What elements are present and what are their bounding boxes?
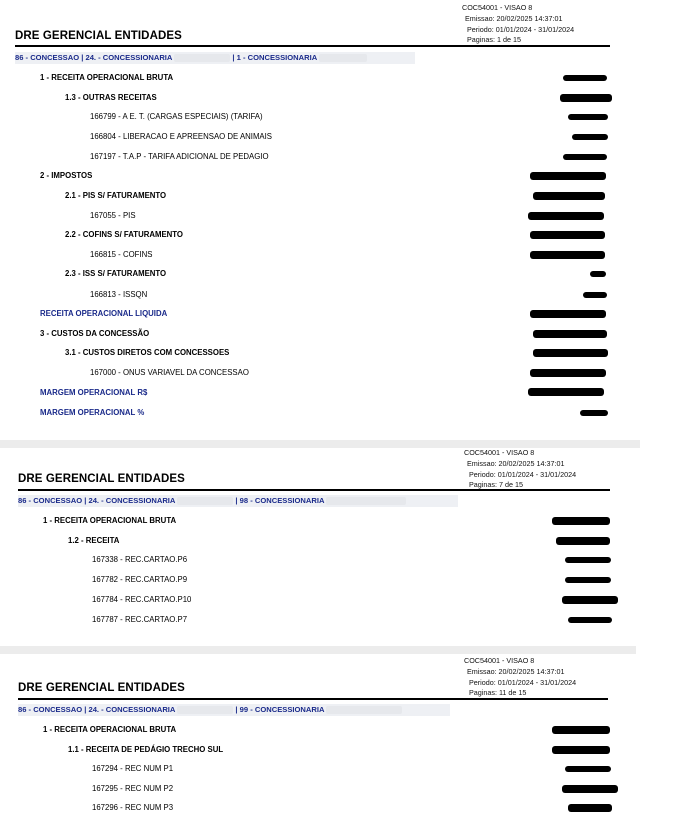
account-row: 166799 - A E. T. (CARGAS ESPECIAIS) (TARIFA) xyxy=(90,112,263,121)
redacted-value xyxy=(565,766,611,772)
account-row: 3 - CUSTOS DA CONCESSÃO xyxy=(40,329,150,338)
report-emissao: Emissao: 20/02/2025 14:37:01 xyxy=(467,458,565,468)
account-row: 167055 - PIS xyxy=(90,211,136,220)
page-divider xyxy=(0,440,640,448)
report-emissao: Emissao: 20/02/2025 14:37:01 xyxy=(467,666,565,676)
account-row: 167787 - REC.CARTAO.P7 xyxy=(92,615,188,624)
report-page-2 xyxy=(0,448,673,644)
redacted-value xyxy=(583,292,607,298)
account-row: 167295 - REC NUM P2 xyxy=(92,784,174,793)
redacted-value xyxy=(530,251,605,259)
redacted-value xyxy=(568,804,612,812)
entity-part-1: 86 - CONCESSAO | 24. - CONCESSIONARIA xyxy=(18,496,176,505)
redacted-value xyxy=(568,617,612,623)
account-row: 167000 - ONUS VARIAVEL DA CONCESSAO xyxy=(90,368,249,377)
page-divider xyxy=(0,646,636,654)
redacted-value xyxy=(552,517,610,525)
account-row: 166804 - LIBERACAO E APREENSAO DE ANIMAIS xyxy=(90,132,273,141)
entity-blurred-name xyxy=(319,54,367,62)
report-page-3 xyxy=(0,654,673,826)
report-emissao: Emissao: 20/02/2025 14:37:01 xyxy=(465,13,563,23)
report-title: DRE GERENCIAL ENTIDADES xyxy=(15,30,182,42)
account-row: 2 - IMPOSTOS xyxy=(40,171,93,180)
account-row: 1.3 - OUTRAS RECEITAS xyxy=(65,93,157,102)
redacted-value xyxy=(562,596,618,604)
entity-blurred-name xyxy=(174,54,230,62)
report-periodo: Periodo: 01/01/2024 - 31/01/2024 xyxy=(467,24,575,34)
entity-part-2: | 99 - CONCESSIONARIA xyxy=(235,705,325,714)
header-rule xyxy=(15,45,610,47)
account-row: 166813 - ISSQN xyxy=(90,290,148,299)
entity-part-2: | 98 - CONCESSIONARIA xyxy=(235,496,325,505)
redacted-value xyxy=(533,349,608,357)
redacted-value xyxy=(572,134,608,140)
redacted-value xyxy=(560,94,612,102)
account-row: 167296 - REC NUM P3 xyxy=(92,803,174,812)
redacted-value xyxy=(563,154,607,160)
account-row: 1.2 - RECEITA xyxy=(68,536,120,545)
redacted-value xyxy=(533,192,605,200)
account-row: 167782 - REC.CARTAO.P9 xyxy=(92,575,188,584)
account-row: 167294 - REC NUM P1 xyxy=(92,764,174,773)
redacted-value xyxy=(590,271,606,277)
entity-blurred-name xyxy=(177,706,233,714)
redacted-value xyxy=(580,410,608,416)
account-row: 166815 - COFINS xyxy=(90,250,153,259)
report-paginas: Paginas: 11 de 15 xyxy=(469,688,527,698)
report-code: COC54001 - VISAO 8 xyxy=(462,3,533,12)
report-title: DRE GERENCIAL ENTIDADES xyxy=(18,682,185,694)
redacted-value xyxy=(565,577,611,583)
account-row: 2.2 - COFINS S/ FATURAMENTO xyxy=(65,230,183,239)
redacted-value xyxy=(530,231,605,239)
redacted-value xyxy=(528,212,604,220)
redacted-value xyxy=(565,557,611,563)
entity-blurred-name xyxy=(326,706,402,714)
redacted-value xyxy=(530,310,606,318)
account-row: 1 - RECEITA OPERACIONAL BRUTA xyxy=(43,516,177,525)
report-title: DRE GERENCIAL ENTIDADES xyxy=(18,473,185,485)
account-row: 1.1 - RECEITA DE PEDÁGIO TRECHO SUL xyxy=(68,745,224,754)
redacted-value xyxy=(530,369,606,377)
report-paginas: Paginas: 1 de 15 xyxy=(467,35,521,45)
report-paginas: Paginas: 7 de 15 xyxy=(469,480,523,490)
redacted-value xyxy=(552,746,610,754)
redacted-value xyxy=(530,172,606,180)
account-row: 167338 - REC.CARTAO.P6 xyxy=(92,555,188,564)
redacted-value xyxy=(528,388,604,396)
redacted-value xyxy=(562,785,618,793)
entity-line xyxy=(15,52,369,64)
entity-line xyxy=(18,704,404,716)
entity-line xyxy=(18,495,408,507)
header-rule xyxy=(18,489,610,491)
redacted-value xyxy=(556,537,610,545)
report-meta xyxy=(464,656,576,699)
redacted-value xyxy=(533,330,607,338)
account-row: MARGEM OPERACIONAL % xyxy=(40,408,145,417)
account-row: MARGEM OPERACIONAL R$ xyxy=(40,388,148,397)
account-row: 1 - RECEITA OPERACIONAL BRUTA xyxy=(43,725,177,734)
header-rule xyxy=(18,698,608,700)
account-row: 3.1 - CUSTOS DIRETOS COM CONCESSOES xyxy=(65,348,230,357)
entity-part-2: | 1 - CONCESSIONARIA xyxy=(232,53,318,62)
account-row: 167197 - T.A.P - TARIFA ADICIONAL DE PEDAGIO xyxy=(90,152,269,161)
entity-part-1: 86 - CONCESSAO | 24. - CONCESSIONARIA xyxy=(18,705,176,714)
account-row: 2.1 - PIS S/ FATURAMENTO xyxy=(65,191,167,200)
report-code: COC54001 - VISAO 8 xyxy=(464,448,535,457)
report-periodo: Periodo: 01/01/2024 - 31/01/2024 xyxy=(469,469,577,479)
report-code: COC54001 - VISAO 8 xyxy=(464,656,535,665)
entity-blurred-name xyxy=(326,497,406,505)
redacted-value xyxy=(568,114,608,120)
account-row: 167784 - REC.CARTAO.P10 xyxy=(92,595,192,604)
report-meta xyxy=(462,3,574,46)
redacted-value xyxy=(552,726,610,734)
account-row: 1 - RECEITA OPERACIONAL BRUTA xyxy=(40,73,174,82)
account-row: 2.3 - ISS S/ FATURAMENTO xyxy=(65,269,167,278)
report-periodo: Periodo: 01/01/2024 - 31/01/2024 xyxy=(469,677,577,687)
account-row: RECEITA OPERACIONAL LIQUIDA xyxy=(40,309,168,318)
entity-blurred-name xyxy=(177,497,233,505)
report-meta xyxy=(464,448,576,491)
entity-part-1: 86 - CONCESSAO | 24. - CONCESSIONARIA xyxy=(15,53,173,62)
redacted-value xyxy=(563,75,607,81)
